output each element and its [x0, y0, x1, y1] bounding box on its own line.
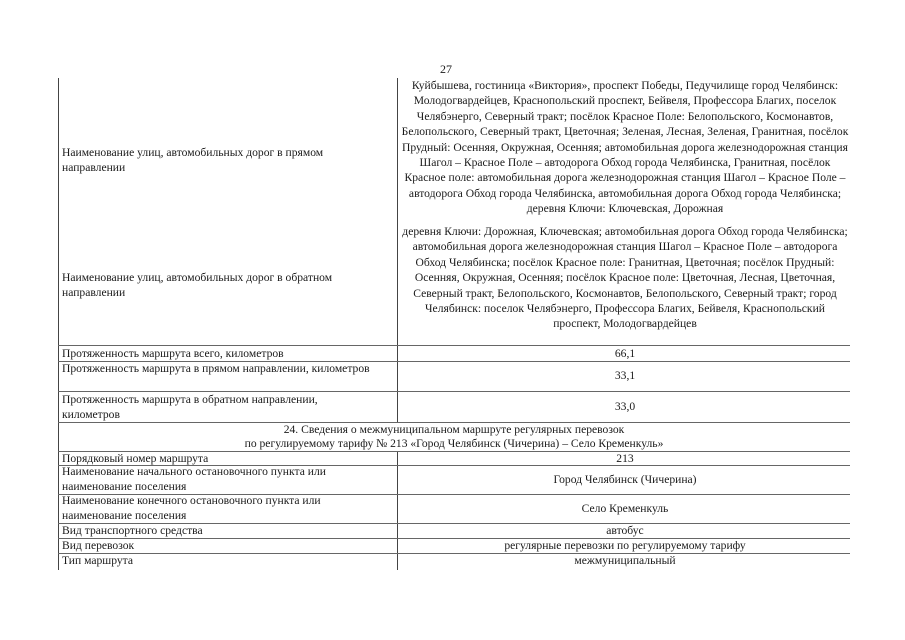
table-column-divider: [397, 78, 398, 423]
row-value-forward-streets: Куйбышева, гостиница «Виктория», проспект Победы, Педучилище город Челябинск: Молодогвардейцев, Краснопольский проспект, Бейвеля, Профессора Благих, поселок Челябэнерго, Северный тракт; посёлок Красное Поле: Белопольского, Космонавтов, Белопольского, Северный тракт, Цветочная; Зеленая, Лесная, Зеленая, Гранитная, посёлок Прудный: Осенняя, Окружная, Осенняя; автомобильная дорога железнодорожная станция Шагол – Красное Поле – автодорога Обход города Челябинска, Гранитная, посёлок Красное поле: автомобильная дорога железнодорожная станция Шагол – Красное Поле – автодорога Обход города Челябинска, автомобильная дорога Обход города Челябинска; деревня Ключи: Ключевская, Дорожная: [401, 79, 849, 216]
row-label-transport-kind: Вид перевозок: [62, 539, 135, 552]
row-value-length-total: 66,1: [614, 347, 636, 360]
row-label-forward-streets: Наименование улиц, автомобильных дорог в прямом направлении: [62, 146, 324, 175]
row-value-route-number: 213: [616, 452, 634, 465]
row-value-start-stop: Город Челябинск (Чичерина): [553, 473, 697, 486]
row-label-route-type: Тип маршрута: [62, 554, 134, 567]
row-value-route-type: межмуниципальный: [574, 554, 676, 567]
section-title-line1: 24. Сведения о межмуниципальном маршруте регулярных перевозок: [283, 423, 625, 436]
row-value-transport-kind: регулярные перевозки по регулируемому тарифу: [504, 539, 746, 552]
row-value-vehicle-type: автобус: [606, 524, 644, 537]
row-label-length-reverse: Протяженность маршрута в обратном направлении, километров: [62, 393, 318, 422]
table-left-border: [58, 78, 59, 570]
row-label-route-number: Порядковый номер маршрута: [62, 452, 209, 465]
row-value-end-stop: Село Кременкуль: [581, 502, 669, 515]
row-label-end-stop: Наименование конечного остановочного пункта или наименование поселения: [62, 494, 321, 523]
section-title-line2: по регулируемому тарифу № 213 «Город Челябинск (Чичерина) – Село Кременкуль»: [244, 437, 664, 450]
row-label-length-forward: Протяженность маршрута в прямом направлении, километров: [62, 362, 370, 375]
row-value-length-forward: 33,1: [614, 369, 636, 382]
row-label-length-total: Протяженность маршрута всего, километров: [62, 347, 284, 360]
page-number: 27: [440, 62, 452, 76]
row-value-length-reverse: 33,0: [614, 400, 636, 413]
section-title: [58, 423, 850, 451]
row-label-reverse-streets: Наименование улиц, автомобильных дорог в обратном направлении: [62, 271, 333, 300]
row-value-reverse-streets: деревня Ключи: Дорожная, Ключевская; автомобильная дорога Обход города Челябинска; автомобильная дорога железнодорожная станция Шагол – Красное Поле – автодорога Обход Челябинска; посёлок Красное поле: Гранитная, Цветочная; посёлок Прудный: Осенняя, Окружная, Осенняя; посёлок Красное поле: Цветочная, Лесная, Цветочная, Северный тракт, Белопольского, Космонавтов, Белопольского, Северный тракт; город Челябинск: поселок Челябэнерго, Профессора Благих, Бейвеля, Краснопольский проспект, Молодогвардейцев: [402, 225, 848, 331]
row-label-vehicle-type: Вид транспортного средства: [62, 524, 203, 537]
row-label-start-stop: Наименование начального остановочного пункта или наименование поселения: [62, 465, 326, 494]
